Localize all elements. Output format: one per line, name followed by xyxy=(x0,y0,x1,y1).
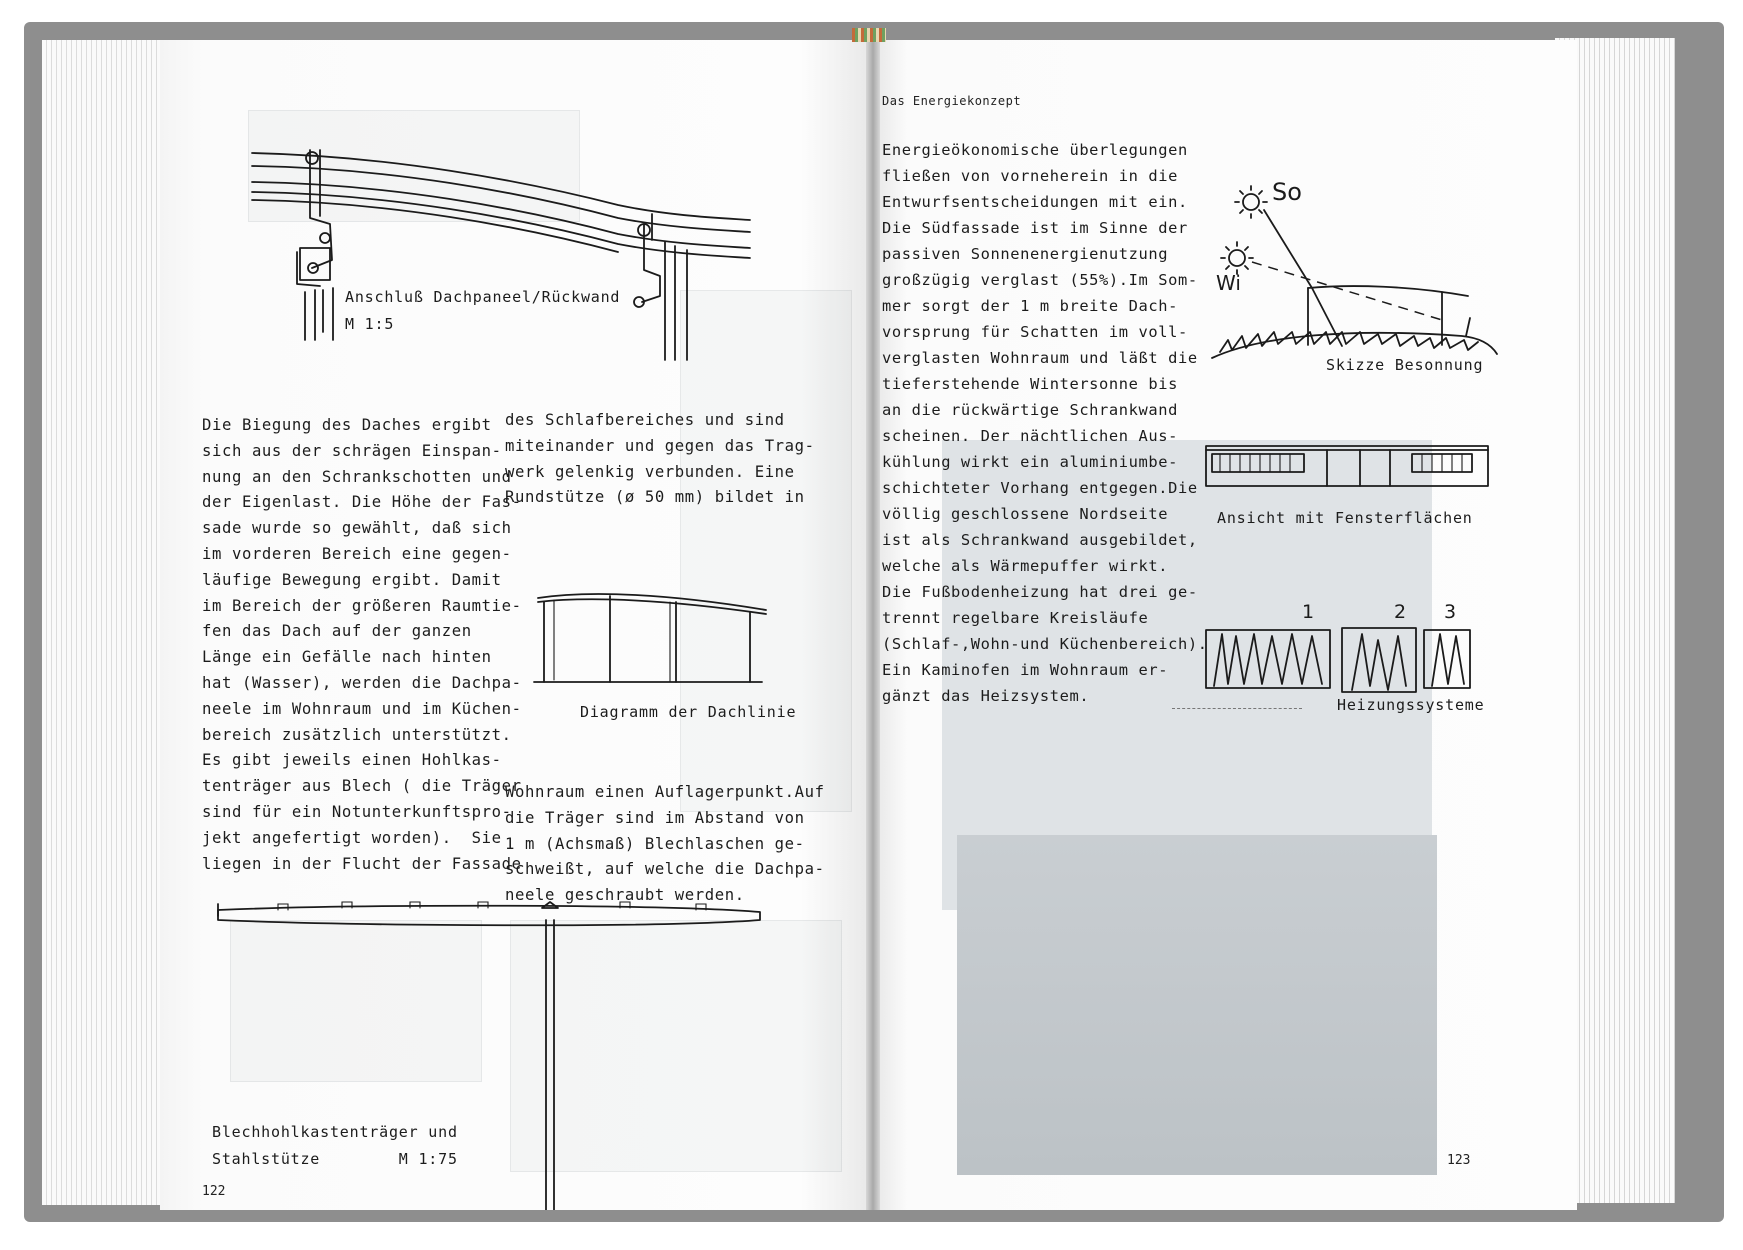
show-through-photo-bottom xyxy=(957,835,1437,1175)
figure-caption-girder: Blechhohlkastenträger und xyxy=(212,1123,458,1141)
figure-caption-besonnung: Skizze Besonnung xyxy=(1326,356,1484,374)
heating-systems-sketch xyxy=(1202,600,1502,700)
section-heading: Das Energiekonzept xyxy=(882,94,1022,108)
figure-caption-heizung: Heizungssysteme xyxy=(1337,696,1485,714)
body-text-column-2-bottom: Wohnraum einen Auflagerpunkt.Auf die Träger sind im Abstand von 1 m (Achsmaß) Blechlaschen ge- schweißt, auf welche die Dachpa- neele geschraubt werden. xyxy=(505,783,825,905)
heating-label-3: 3 xyxy=(1444,601,1457,623)
left-page xyxy=(160,40,872,1210)
figure-scale-connection: M 1:5 xyxy=(345,315,395,333)
sun-label-so: So xyxy=(1272,178,1302,206)
figure-scale-girder: Stahlstütze M 1:75 xyxy=(212,1150,458,1168)
sun-label-wi: Wi xyxy=(1216,271,1241,295)
sun-exposure-sketch xyxy=(1202,140,1522,370)
heating-label-1: 1 xyxy=(1302,601,1315,623)
right-page xyxy=(872,40,1577,1210)
left-page-stack xyxy=(42,40,170,1205)
faint-rule xyxy=(1172,708,1302,709)
heating-label-2: 2 xyxy=(1394,601,1407,623)
figure-caption-roof-line: Diagramm der Dachlinie xyxy=(580,703,797,721)
roof-line-diagram xyxy=(530,550,770,680)
body-text-column-1: Die Biegung des Daches ergibt sich aus der schrägen Einspan- nung an den Schrankschotten und der Eigenlast. Die Höhe der Fas- sade wurde so gewählt, daß sich im vorderen Bereich eine gegen- läufige Bewegung ergibt. Damit im Bereich der größeren Raumtie- fen das Dach auf der ganzen Länge ein Gefälle nach hinten hat (Wasser), werden die Dachpa- neele im Wohnraum und im Küchen- bereich zusätzlich unterstützt. Es gibt jeweils einen Hohlkas- tenträger aus Blech ( die Träger sind für ein Notunterkunftspro- jekt angefertigt worden). Sie liegen in der Flucht der Fassade xyxy=(202,416,522,873)
bookmark-ribbon xyxy=(852,28,886,42)
body-text-energy: Energieökonomische überlegungen fließen von vorneherein in die Entwurfsentscheidungen mit ein. Die Südfassade ist im Sinne der passiven Sonnenenergienutzung großzügig verglast (55%).Im Som- mer sorgt der 1 m breite Dach- vorsprung für Schatten im voll- verglasten Wohnraum und läßt die tieferstehende Wintersonne bis an die rückwärtige Schrankwand scheinen. Der nächtlichen Aus- kühlung wirkt ein aluminiumbe- schichteter Vorhang entgegen.Die völlig geschlossene Nordseite ist als Schrankwand ausgebildet, welche als Wärmepuffer wirkt. Die Fußbodenheizung hat drei ge- trennt regelbare Kreisläufe (Schlaf-,Wohn-und Küchenbereich). Ein Kaminofen im Wohnraum er- gänzt das Heizsystem. xyxy=(882,141,1208,705)
body-text-column-2-top: des Schlafbereiches und sind miteinander und gegen das Trag- werk gelenkig verbunden. Eine Rundstütze (ø 50 mm) bildet in xyxy=(505,411,815,507)
figure-caption-connection: Anschluß Dachpaneel/Rückwand xyxy=(345,288,621,306)
book-gutter xyxy=(866,40,880,1210)
page-number-left: 122 xyxy=(202,1184,226,1199)
elevation-windows-drawing xyxy=(1202,442,1502,502)
figure-caption-ansicht: Ansicht mit Fensterflächen xyxy=(1217,509,1473,527)
page-number-right: 123 xyxy=(1447,1153,1471,1168)
